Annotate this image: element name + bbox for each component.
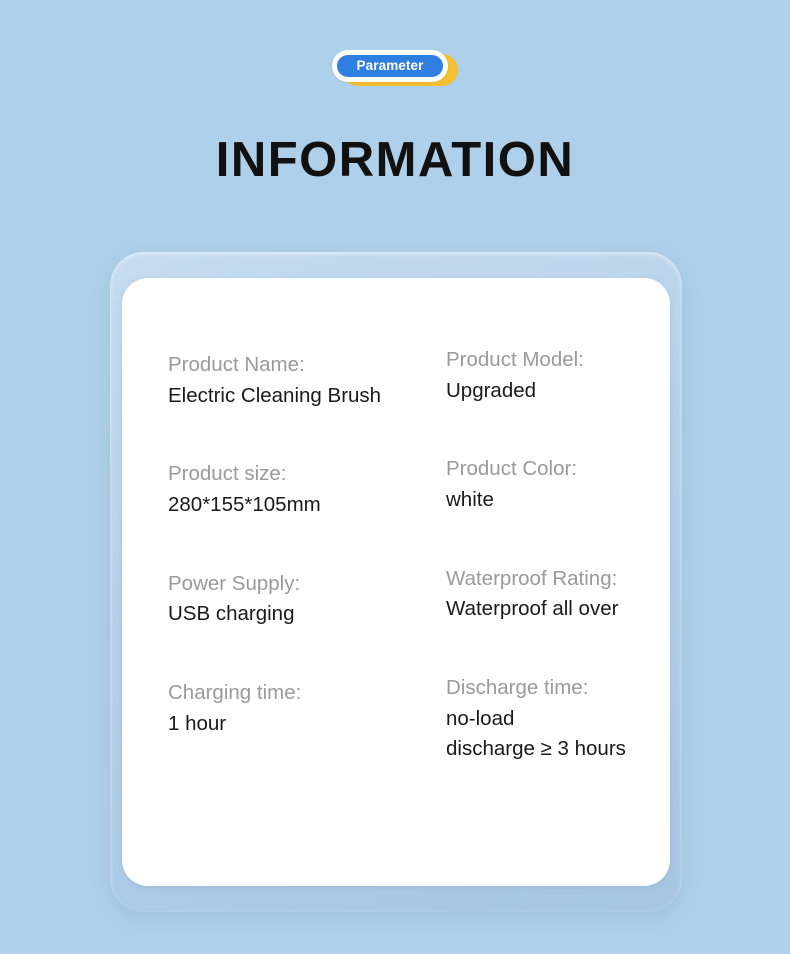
badge-label: Parameter: [356, 58, 424, 74]
information-card: [110, 252, 682, 912]
spec-item-charging-time: [168, 680, 446, 815]
page-title: INFORMATION: [215, 133, 575, 187]
spec-value: no-load: [446, 706, 515, 730]
spec-label: Product Model:: [446, 348, 584, 371]
spec-label: Waterproof Rating:: [446, 566, 618, 590]
spec-item-discharge-time: [446, 675, 638, 815]
spec-label: Discharge time:: [446, 675, 589, 699]
specification-list: [168, 348, 638, 815]
information-card-body: [122, 278, 670, 886]
badge-blue-pill: [337, 55, 443, 77]
spec-label: Charging time:: [168, 680, 302, 704]
spec-item-power-supply: [168, 571, 446, 680]
spec-value: USB charging: [168, 602, 295, 626]
spec-label: Product Color:: [446, 457, 578, 481]
spec-item-product-size: [168, 461, 446, 570]
spec-value: Waterproof all over: [446, 597, 619, 621]
spec-item-waterproof-rating: [446, 566, 638, 680]
badge-shape: [332, 50, 458, 86]
spec-item-product-color: [446, 456, 638, 570]
spec-value: 1 hour: [168, 711, 227, 735]
parameter-badge: [0, 50, 790, 86]
spec-value: 280*155*105mm: [168, 492, 321, 516]
spec-value: Upgraded: [446, 378, 537, 402]
spec-label: Product Name:: [168, 353, 305, 376]
spec-label: Power Supply:: [168, 571, 301, 595]
spec-value: Electric Cleaning Brush: [168, 383, 382, 407]
spec-value-line2: discharge ≥ 3 hours: [446, 737, 626, 761]
spec-label: Product size:: [168, 462, 287, 486]
spec-item-product-name: [168, 352, 446, 461]
spec-value: white: [446, 487, 494, 511]
spec-item-product-model: [446, 347, 638, 461]
